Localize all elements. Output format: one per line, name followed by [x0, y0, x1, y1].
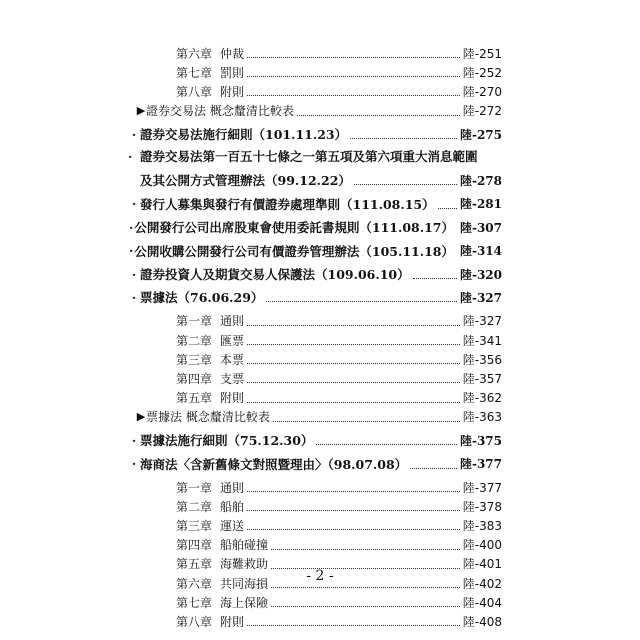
chapter-label: 第八章 [176, 84, 213, 99]
bullet-marker: · [131, 456, 137, 472]
chapter-name: 本票 [220, 352, 245, 367]
dot-leader [438, 207, 457, 209]
chapter-label: 第四章 [176, 538, 213, 553]
chapter-name: 通則 [220, 314, 245, 329]
chapter-name: 海難救助 [220, 557, 269, 572]
dot-leader [247, 528, 460, 530]
page-reference: 陸-307 [459, 220, 502, 235]
law-title: 證券投資人及期貨交易人保護法（109.06.10） [140, 267, 410, 282]
chapter-name: 附則 [220, 391, 245, 406]
chapter-label: 第六章 [176, 46, 213, 61]
chapter-label: 第三章 [176, 518, 213, 533]
page-reference: 陸-320 [459, 267, 502, 282]
dot-leader [413, 277, 457, 279]
dot-leader [247, 94, 460, 96]
page-reference: 陸-363 [462, 410, 502, 425]
law-title: 證券交易法施行細則（101.11.23） [140, 127, 348, 142]
bullet-marker: · [131, 126, 137, 142]
page-reference: 陸-341 [462, 333, 502, 348]
chapter-name: 船舶 [220, 499, 245, 514]
toc-entry [128, 453, 502, 475]
dot-leader [247, 381, 460, 383]
chapter-label: 第八章 [176, 614, 213, 629]
toc-entry [176, 610, 502, 632]
chapter-name: 共同海損 [220, 576, 269, 591]
toc-entry [128, 263, 502, 285]
table-title: 票據法 概念釐清比較表 [146, 410, 270, 425]
chapter-name: 附則 [220, 84, 245, 99]
page-reference: 陸-377 [462, 480, 502, 495]
page-reference: 陸-401 [462, 557, 502, 572]
chapter-label: 第四章 [176, 371, 213, 386]
page-reference: 陸-272 [462, 104, 502, 119]
chapter-label: 第六章 [176, 576, 213, 591]
dot-leader [247, 509, 460, 511]
dot-leader [247, 490, 460, 492]
chapter-label: 第五章 [176, 557, 213, 572]
chapter-label: 第二章 [176, 333, 213, 348]
toc-entry [128, 123, 502, 145]
dot-leader [271, 548, 460, 550]
toc-entry [128, 193, 502, 215]
page-reference: 陸-400 [462, 538, 502, 553]
chapter-name: 運送 [220, 518, 245, 533]
page-reference: 陸-375 [459, 433, 502, 448]
chapter-name: 匯票 [220, 333, 245, 348]
chapter-name: 海上保險 [220, 595, 269, 610]
dot-leader [271, 586, 460, 588]
bullet-marker: · [131, 196, 137, 212]
page-reference: 陸-252 [462, 65, 502, 80]
page-reference: 陸-314 [459, 244, 502, 259]
law-title: 發行人募集與發行有價證券處理準則（111.08.15） [140, 196, 435, 212]
toc-entry [136, 406, 502, 428]
table-title: 證券交易法 概念釐清比較表 [146, 104, 294, 119]
page-reference: 陸-357 [462, 371, 502, 386]
chapter-label: 第五章 [176, 391, 213, 406]
page-reference: 陸-404 [462, 595, 502, 610]
chapter-label: 第三章 [176, 352, 213, 367]
chapter-name: 船舶碰撞 [220, 538, 269, 553]
bullet-marker: · [129, 243, 134, 259]
chapter-label: 第七章 [176, 595, 213, 610]
dot-leader [247, 324, 460, 326]
triangle-marker: ▶ [136, 410, 146, 424]
law-title: 公開收購公開發行公司有價證券管理辦法（105.11.18） [134, 243, 454, 259]
page-reference: 陸-378 [462, 499, 502, 514]
chapter-label: 第一章 [176, 480, 213, 495]
page-reference: 陸-278 [459, 173, 502, 188]
dot-leader [350, 137, 457, 139]
toc-entry-title-line: 證券交易法第一百五十七條之一第五項及第六項重大消息範圍 [140, 149, 478, 165]
page-reference: 陸-408 [462, 614, 502, 629]
page-reference: 陸-281 [459, 197, 502, 212]
law-title: 票據法施行細則（75.12.30） [140, 433, 314, 449]
bullet-marker: · [131, 432, 137, 448]
page-reference: 陸-377 [459, 457, 502, 472]
dot-leader [266, 300, 457, 302]
dot-leader [297, 114, 460, 116]
page-reference: 陸-327 [459, 290, 502, 305]
chapter-name: 通則 [220, 480, 245, 495]
page-reference: 陸-270 [462, 84, 502, 99]
dot-leader [247, 75, 460, 77]
dot-leader [316, 443, 457, 445]
law-title: 及其公開方式管理辦法（99.12.22） [140, 173, 351, 189]
chapter-label: 第二章 [176, 499, 213, 514]
page-reference: 陸-251 [462, 46, 502, 61]
dot-leader [247, 401, 460, 403]
chapter-name: 仲裁 [220, 46, 245, 61]
law-title: 公開發行公司出席股東會使用委託書規則（111.08.17） [134, 220, 454, 236]
bullet-marker: · [128, 149, 133, 165]
page-reference: 陸-402 [462, 576, 502, 591]
bullet-marker: · [129, 219, 134, 235]
dot-leader [247, 624, 460, 626]
toc-entry [128, 286, 502, 308]
bullet-marker: · [131, 266, 137, 282]
law-title: 海商法〈含新舊條文對照暨理由〉（98.07.08） [140, 456, 408, 472]
page-reference: 陸-362 [462, 391, 502, 406]
page-reference: 陸-327 [462, 314, 502, 329]
bullet-marker: · [131, 289, 137, 305]
page-reference: 陸-356 [462, 352, 502, 367]
dot-leader [410, 467, 457, 469]
chapter-label: 第七章 [176, 65, 213, 80]
toc-entry [140, 169, 502, 191]
toc-entry [128, 240, 502, 262]
page-reference: 陸-383 [462, 518, 502, 533]
dot-leader [354, 183, 457, 185]
toc-entry [128, 429, 502, 451]
dot-leader [271, 605, 460, 607]
dot-leader [247, 56, 460, 58]
toc-entry [128, 216, 502, 238]
chapter-label: 第一章 [176, 314, 213, 329]
chapter-name: 支票 [220, 371, 245, 386]
chapter-name: 附則 [220, 614, 245, 629]
dot-leader [247, 343, 460, 345]
dot-leader [247, 362, 460, 364]
dot-leader [273, 420, 460, 422]
page-number: - 2 - [306, 568, 334, 584]
page-reference: 陸-275 [459, 127, 502, 142]
toc-entry [136, 100, 502, 122]
triangle-marker: ▶ [136, 104, 146, 118]
law-title: 票據法（76.06.29） [140, 290, 264, 306]
chapter-name: 罰則 [220, 65, 245, 80]
